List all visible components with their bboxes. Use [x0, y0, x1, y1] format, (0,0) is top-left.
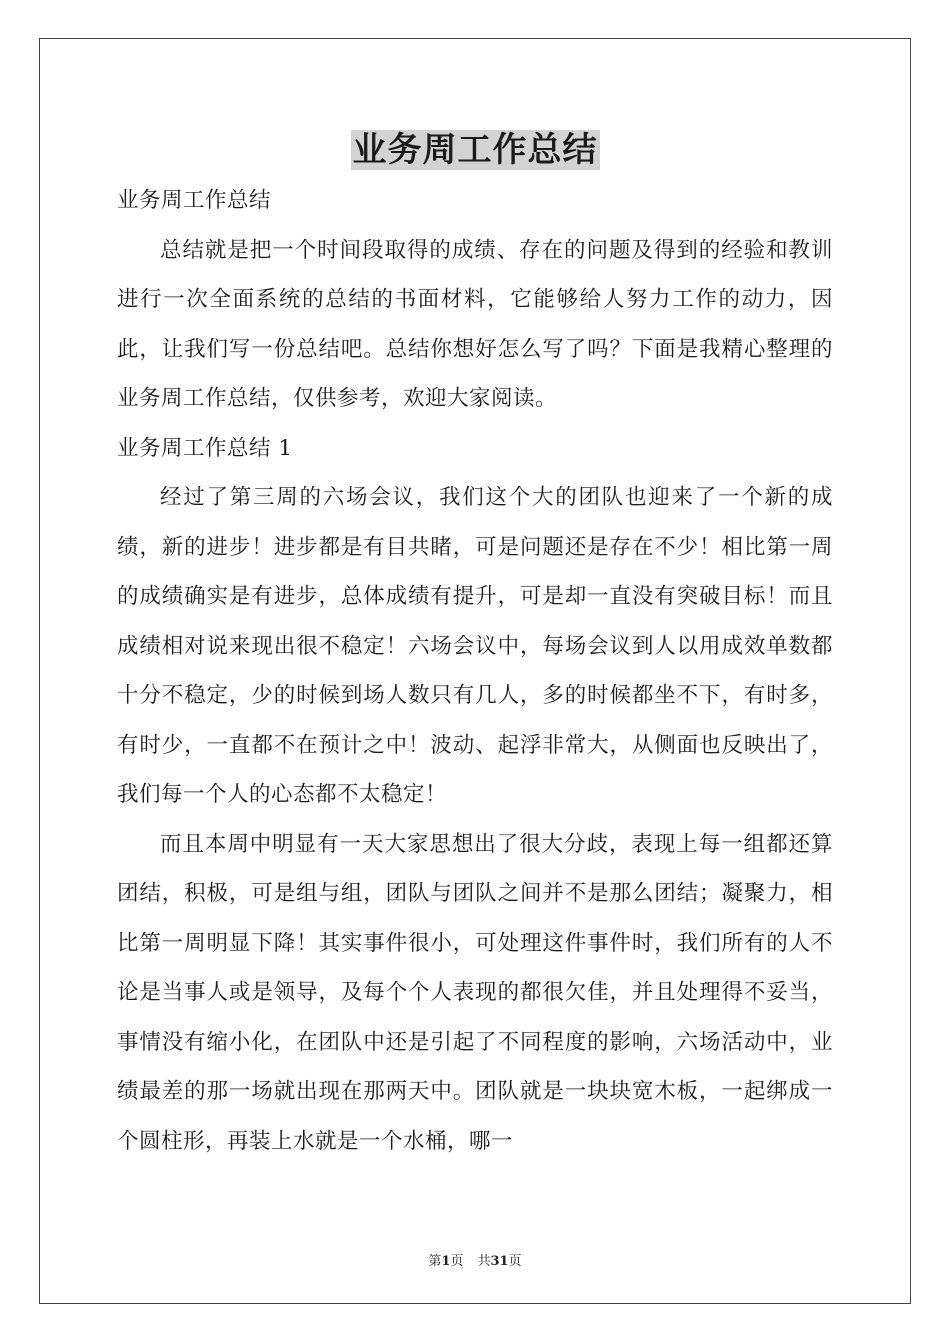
total-suffix: 页 [508, 1254, 522, 1269]
document-title-text: 业务周工作总结 [352, 130, 598, 170]
page-prefix: 第 [428, 1254, 442, 1269]
subtitle-paragraph: 业务周工作总结 [117, 188, 272, 213]
page-suffix: 页 [450, 1254, 464, 1269]
document-body [117, 176, 833, 1166]
intro-paragraph: 总结就是把一个时间段取得的成绩、存在的问题及得到的经验和教训进行一次全面系统的总结的书面材料，它能够给人努力工作的动力，因此，让我们写一份总结吧。总结你想好怎么写了吗？下面是我精心整理的业务周工作总结，仅供参考，欢迎大家阅读。 [117, 237, 833, 411]
body-paragraph: 而且本周中明显有一天大家思想出了很大分歧，表现上每一组都还算团结，积极，可是组与组，团队与团队之间并不是那么团结；凝聚力，相比第一周明显下降！其实事件很小，可处理这件事件时，我们所有的人不论是当事人或是领导，及每个个人表现的都很欠佳，并且处理得不妥当，事情没有缩小化，在团队中还是引起了不同程度的影响，六场活动中，业绩最差的那一场就出现在那两天中。团队就是一块块宽木板，一起绑成一个圆柱形，再装上水就是一个水桶，哪一 [117, 831, 833, 1154]
page-number: 1 [441, 1254, 451, 1269]
total-prefix: 共 [477, 1254, 491, 1269]
section-heading: 业务周工作总结 1 [117, 435, 293, 461]
document-title [0, 128, 950, 172]
page-footer [0, 1250, 950, 1269]
total-pages: 31 [490, 1254, 509, 1269]
body-paragraph: 经过了第三周的六场会议，我们这个大的团队也迎来了一个新的成绩，新的进步！进步都是有目共睹，可是问题还是存在不少！相比第一周的成绩确实是有进步，总体成绩有提升，可是却一直没有突破目标！而且成绩相对说来现出很不稳定！六场会议中，每场会议到人以用成效单数都十分不稳定，少的时候到场人数只有几人，多的时候都坐不下，有时多，有时少，一直都不在预计之中！波动、起浮非常大，从侧面也反映出了，我们每一个人的心态都不太稳定！ [117, 485, 833, 807]
